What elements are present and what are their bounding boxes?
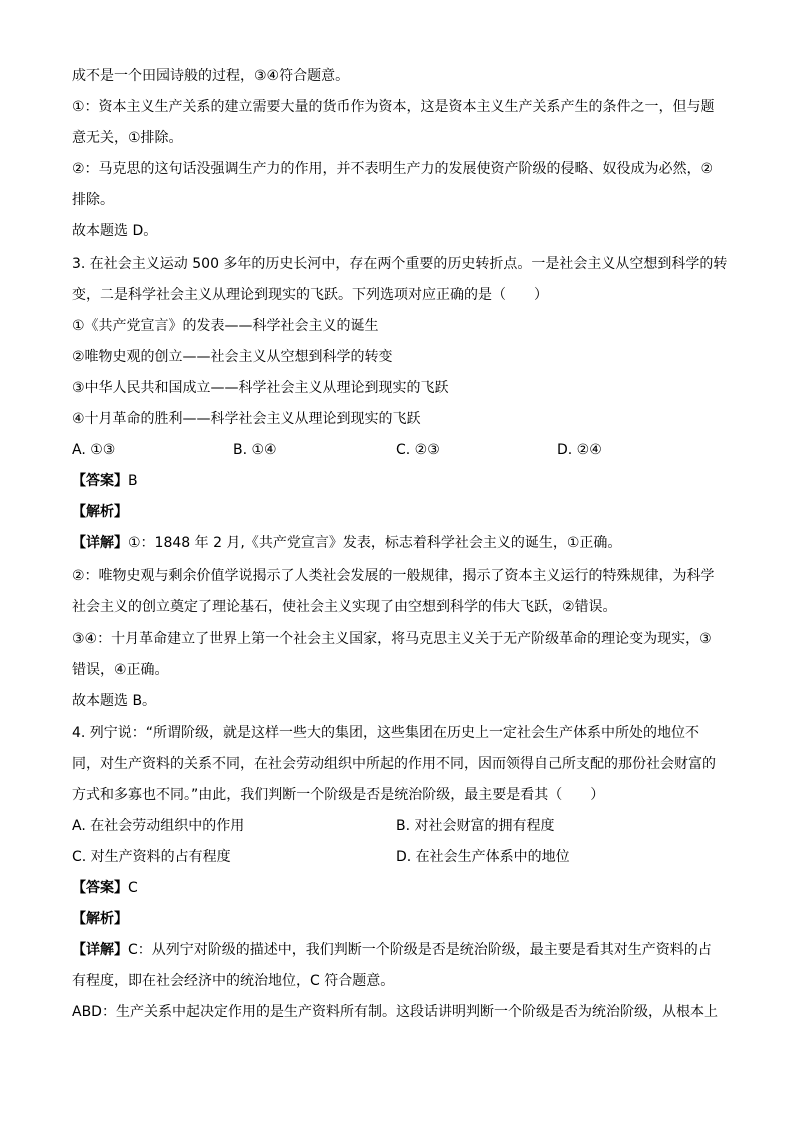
detail-line: 错误，④正确。 [72, 662, 169, 678]
detail-line: 有程度，即在社会经济中的统治地位，C 符合题意。 [72, 973, 395, 989]
text-line: 故本题选 D。 [72, 223, 158, 239]
detail-line: ②：唯物史观与剩余价值学说揭示了人类社会发展的一般规律，揭示了资本主义运行的特殊规律，为科学 [72, 568, 715, 584]
question-3-stem: 3. 在社会主义运动 500 多年的历史长河中，存在两个重要的历史转折点。一是社会主义从空想到科学的转 [72, 256, 728, 272]
option-a: A. ①③ [72, 442, 116, 458]
detail-line [72, 533, 621, 553]
detail-line: 故本题选 B。 [72, 693, 157, 709]
statement-item: ①《共产党宣言》的发表——科学社会主义的诞生 [72, 318, 379, 334]
option-d: D. 在社会生产体系中的地位 [396, 849, 570, 865]
question-4-stem: 方式和多寡也不同。”由此，我们判断一个阶级是否是统治阶级，最主要是看其（ ） [72, 787, 605, 803]
option-c: C. 对生产资料的占有程度 [72, 849, 231, 865]
statement-item: ②唯物史观的创立——社会主义从空想到科学的转变 [72, 349, 393, 365]
answer-line [72, 471, 138, 491]
text-line: 意无关，①排除。 [72, 130, 183, 146]
analysis-tag: 【解析】 [72, 504, 128, 520]
answer-value: B [128, 473, 138, 489]
statement-item: ④十月革命的胜利——科学社会主义从理论到现实的飞跃 [72, 411, 421, 427]
option-b: B. 对社会财富的拥有程度 [396, 818, 555, 834]
option-d: D. ②④ [557, 442, 602, 458]
question-3-stem: 变，二是科学社会主义从理论到现实的飞跃。下列选项对应正确的是（ ） [72, 287, 548, 303]
detail-line: ABD：生产关系中起决定作用的是生产资料所有制。这段话讲明判断一个阶级是否为统治阶级，从根本上 [72, 1004, 718, 1020]
detail-text: C：从列宁对阶级的描述中，我们判断一个阶级是否是统治阶级，最主要是看其对生产资料的占 [128, 942, 712, 958]
answer-tag: 【答案】 [72, 880, 128, 896]
detail-line: 社会主义的创立奠定了理论基石，使社会主义实现了由空想到科学的伟大飞跃，②错误。 [72, 599, 617, 615]
answer-tag: 【答案】 [72, 473, 128, 489]
analysis-tag: 【解析】 [72, 911, 128, 927]
detail-text: ①：1848 年 2 月,《共产党宣言》发表，标志着科学社会主义的诞生，①正确。 [128, 535, 622, 551]
option-a: A. 在社会劳动组织中的作用 [72, 818, 245, 834]
detail-line: ③④：十月革命建立了世界上第一个社会主义国家，将马克思主义关于无产阶级革命的理论变为现实，③ [72, 631, 712, 647]
text-line: 成不是一个田园诗般的过程，③④符合题意。 [72, 68, 350, 84]
option-c: C. ②③ [396, 442, 440, 458]
statement-item: ③中华人民共和国成立——科学社会主义从理论到现实的飞跃 [72, 380, 449, 396]
detail-line [72, 940, 712, 960]
answer-value: C [128, 880, 138, 896]
question-4-stem: 4. 列宁说：“所谓阶级，就是这样一些大的集团，这些集团在历史上一定社会生产体系中所处的地位不 [72, 725, 700, 741]
text-line: 排除。 [72, 192, 114, 208]
detail-tag: 【详解】 [72, 942, 128, 958]
question-4-stem: 同，对生产资料的关系不同，在社会劳动组织中所起的作用不同，因而领得自己所支配的那份社会财富的 [72, 756, 716, 772]
answer-line [72, 878, 138, 898]
detail-tag: 【详解】 [72, 535, 128, 551]
option-b: B. ①④ [233, 442, 277, 458]
text-line: ②：马克思的这句话没强调生产力的作用，并不表明生产力的发展使资产阶级的侵略、奴役成为必然，② [72, 161, 714, 177]
text-line: ①：资本主义生产关系的建立需要大量的货币作为资本，这是资本主义生产关系产生的条件之一，但与题 [72, 99, 715, 115]
